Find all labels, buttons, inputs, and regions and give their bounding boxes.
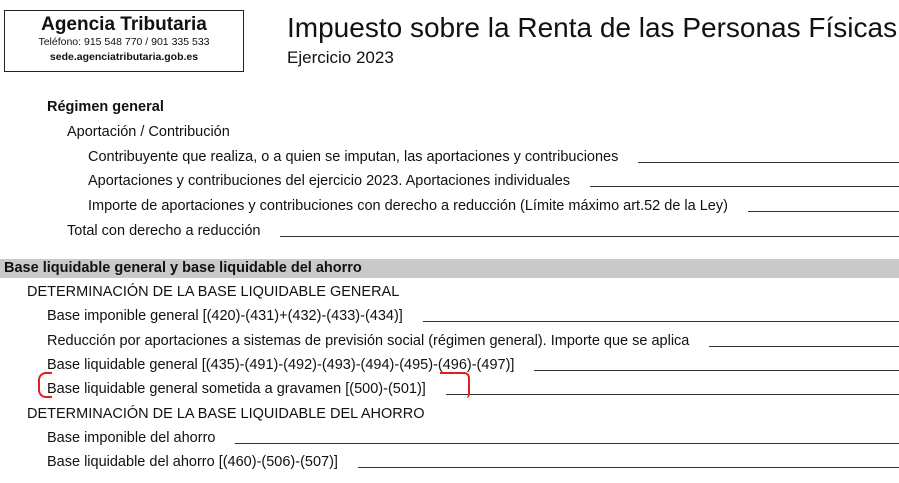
general-heading: DETERMINACIÓN DE LA BASE LIQUIDABLE GENERAL	[27, 284, 400, 300]
importe-aportaciones-field[interactable]	[748, 211, 899, 212]
base-imponible-ahorro-row	[0, 425, 899, 447]
importe-aportaciones-row	[0, 193, 899, 215]
agency-phone: Teléfono: 915 548 770 / 901 335 533	[38, 36, 210, 48]
base-sometida-gravamen-field[interactable]	[446, 394, 899, 395]
base-imponible-ahorro-field[interactable]	[235, 443, 899, 444]
aportaciones-ejercicio-field[interactable]	[590, 186, 899, 187]
page-title: Impuesto sobre la Renta de las Personas Físicas	[287, 12, 898, 43]
base-liquidable-ahorro-label: Base liquidable del ahorro [(460)-(506)-(507)]	[47, 454, 338, 470]
base-imponible-general-row	[0, 303, 899, 325]
base-sometida-gravamen-label: Base liquidable general sometida a gravamen [(500)-(501)]	[47, 381, 426, 397]
base-liquidable-general-label: Base liquidable general [(435)-(491)-(492)-(493)-(494)-(495)-(496)-(497)]	[47, 357, 515, 373]
regimen-general-heading: Régimen general	[47, 99, 164, 115]
regimen-general-heading-row	[0, 94, 899, 116]
red-annotation-left-bracket	[38, 372, 52, 398]
base-liquidable-general-field[interactable]	[534, 370, 899, 371]
agency-logo-box	[4, 10, 244, 72]
reduccion-aportaciones-label: Reducción por aportaciones a sistemas de previsión social (régimen general). Importe que se aplica	[47, 333, 690, 349]
ahorro-heading: DETERMINACIÓN DE LA BASE LIQUIDABLE DEL AHORRO	[27, 406, 425, 422]
base-imponible-general-label: Base imponible general [(420)-(431)+(432)-(433)-(434)]	[47, 308, 403, 324]
contribuyente-label: Contribuyente que realiza, o a quien se imputan, las aportaciones y contribuciones	[88, 149, 619, 165]
base-liquidable-ahorro-field[interactable]	[358, 467, 899, 468]
section-title: Base liquidable general y base liquidable del ahorro	[4, 260, 362, 276]
total-reduccion-row	[0, 218, 899, 240]
base-liquidable-general-row	[0, 352, 899, 374]
reduccion-aportaciones-field[interactable]	[709, 346, 899, 347]
aportaciones-ejercicio-row	[0, 168, 899, 190]
aportacion-row	[0, 119, 899, 141]
agency-website: sede.agenciatributaria.gob.es	[49, 51, 199, 63]
base-liquidable-ahorro-row	[0, 449, 899, 471]
page-subtitle: Ejercicio 2023	[287, 48, 394, 67]
importe-aportaciones-label: Importe de aportaciones y contribuciones con derecho a reducción (Límite máximo art.52 de la Ley)	[88, 198, 728, 214]
aportaciones-ejercicio-label: Aportaciones y contribuciones del ejercicio 2023. Aportaciones individuales	[88, 173, 571, 189]
reduccion-aportaciones-row	[0, 328, 899, 350]
contribuyente-field[interactable]	[638, 162, 899, 163]
base-imponible-general-field[interactable]	[423, 321, 899, 322]
agency-name: Agencia Tributaria	[41, 14, 207, 35]
ahorro-heading-row	[0, 401, 899, 423]
aportacion-label: Aportación / Contribución	[67, 124, 230, 140]
base-imponible-ahorro-label: Base imponible del ahorro	[47, 430, 216, 446]
section-header-bar	[0, 259, 899, 278]
general-heading-row	[0, 279, 899, 301]
total-reduccion-field[interactable]	[280, 236, 899, 237]
contribuyente-row	[0, 144, 899, 166]
total-reduccion-label: Total con derecho a reducción	[67, 223, 261, 239]
red-annotation-right-bracket	[440, 372, 470, 398]
